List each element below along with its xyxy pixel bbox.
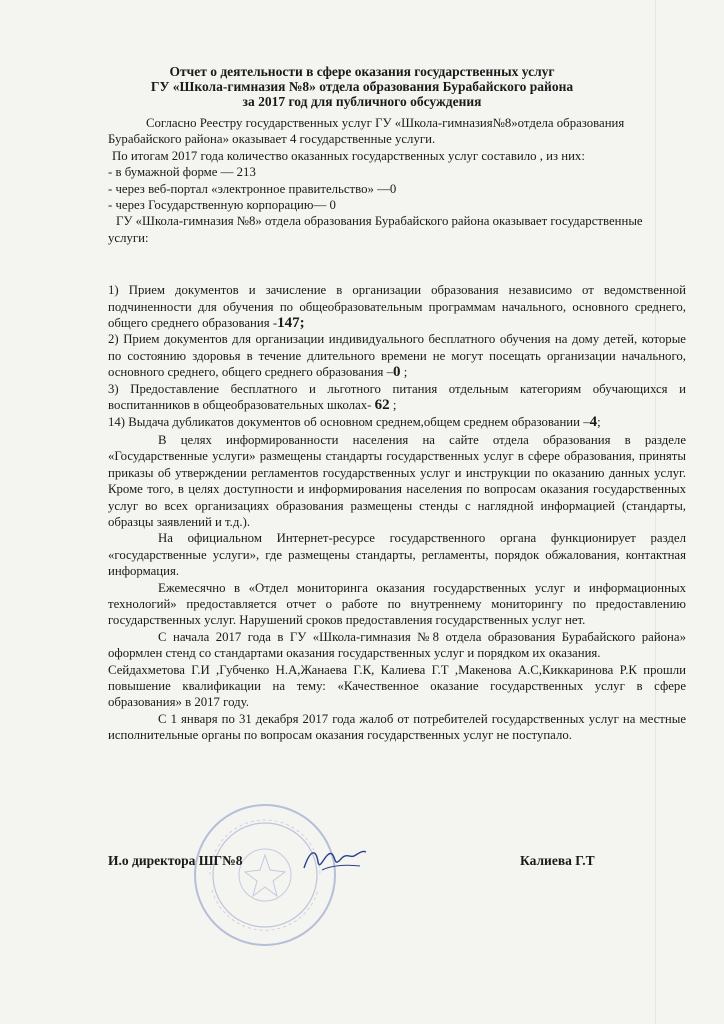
service-item-3: 3) Предоставление бесплатного и льготного питания отдельным категориям обучающихся и воспитанников в общеобразовательных школах- 62 ; [108, 381, 686, 414]
paragraph-internet-resource: На официальном Интернет-ресурсе государственного органа функционирует раздел «государственные услуги», где размещены стандарты, регламенты, порядок обжалования, контактная информация. [108, 531, 686, 579]
bullet-corporation: - через Государственную корпорацию— 0 [108, 198, 336, 213]
title-line-3: за 2017 год для публичного обсуждения [242, 94, 482, 109]
service-item-4: 14) Выдача дубликатов документов об основном среднем,общем среднем образовании –4; [108, 413, 601, 430]
signer-name: Калиева Г.Т [520, 853, 595, 868]
signer-position: И.о директора ШГ№8 [108, 853, 243, 868]
services-intro: ГУ «Школа-гимназия №8» отдела образования Бурабайского района оказывает государственные услуги: [108, 214, 643, 245]
service-count: 147; [277, 315, 305, 332]
service-count: 4 [589, 413, 598, 430]
handwritten-signature [300, 840, 370, 880]
document-body [108, 115, 686, 744]
title-line-2: ГУ «Школа-гимназия №8» отдела образования Бурабайского района [150, 79, 574, 94]
service-item-1: 1) Прием документов и зачисление в организации образования независимо от ведомственной подчиненности для обучения по общеобразовательным программам начального, основного среднего, общего среднего образования -147; [108, 283, 686, 332]
title-line-1: Отчет о деятельности в сфере оказания государственных услуг [169, 64, 555, 79]
paragraph-complaints: С 1 января по 31 декабря 2017 года жалоб от потребителей государственных услуг на местные исполнительные органы по вопросам оказания государственных услуг не поступало. [108, 711, 686, 743]
paragraph-stand: С начала 2017 года в ГУ «Школа-гимназия №8 отдела образования Бурабайского района» оформлен стенд со стандартами оказания государственных услуг и порядком их оказания. [108, 629, 686, 661]
intro-paragraph: Согласно Реестру государственных услуг ГУ «Школа-гимназия№8»отдела образования Бурабайского района» оказывает 4 государственные услуги. [108, 116, 625, 147]
paragraph-website: В целях информированности населения на сайте отдела образования в разделе «Государственные услуги» размещены стандарты государственных услуг в сфере образования, приняты приказы об утверждении регламентов государственных услуг и инструкции по оказанию данных услуг. Кроме того, в целях доступности и информирования населения по вопросам оказания государственных услуг во всех организациях образования размещены стенды с наглядной информацией (стандарты, образцы заявлений и т.д.). [108, 432, 686, 529]
service-count: 62 [374, 397, 390, 414]
paragraph-monitoring: Ежемесячно в «Отдел мониторинга оказания государственных услуг и информационных технологий» предоставляется отчет о работе по внутреннему мониторингу по предоставлению государственных услуг. Нарушений сроков предоставления государственных услуг нет. [108, 580, 686, 628]
service-count: 0 [393, 364, 401, 381]
totals-paragraph: По итогам 2017 года количество оказанных государственных услуг составило , из них: [112, 148, 585, 163]
paragraph-qualification: Сейдахметова Г.И ,Губченко Н.А,Жанаева Г.К, Калиева Г.Т ,Макенова А.С,Киккаринова Р.К прошли повышение квалификации на тему: «Качественное оказание государственных услуг в сфере образования» в 2017 году. [108, 662, 686, 710]
document-title [0, 64, 724, 109]
bullet-egov: - через веб-портал «электронное правительство» —0 [108, 181, 397, 196]
service-item-2: 2) Прием документов для организации индивидуального бесплатного обучения на дому детей, которые по состоянию здоровья в течение длительного времени не могут посещать организации начального, основного среднего, общего среднего образования –0 ; [108, 332, 686, 381]
bullet-paper: - в бумажной форме — 213 [108, 165, 256, 180]
